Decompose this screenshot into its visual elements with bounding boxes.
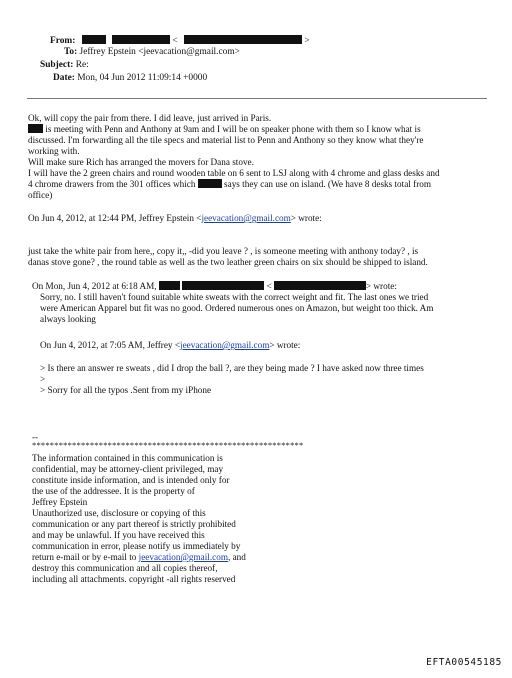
redaction-block (274, 281, 366, 290)
body-line: discussed. I'm forwarding all the tile specs and material list to Penn and Anthony so they know what they're (28, 135, 424, 145)
header-divider (27, 98, 487, 99)
quote-line: Sorry, no. I still haven't found suitable white sweats with the correct weight and fit. The last ones we tried (40, 292, 429, 302)
disclaimer-line: Jeffrey Epstein (32, 497, 88, 507)
body-line: 4 chrome drawers from the 301 offices which says they can use on island. (We have 8 desks total from (28, 179, 431, 189)
body-line: is meeting with Penn and Anthony at 9am and I will be on speaker phone with them so I know what is (28, 124, 421, 135)
redaction-block (184, 35, 302, 44)
document-id: EFTA00545185 (426, 657, 502, 668)
body-line: office) (28, 190, 53, 200)
redaction-block (112, 35, 170, 44)
subject-label: Subject: (40, 60, 74, 70)
body-line: Ok, will copy the pair from there. I did leave, just arrived in Paris. (28, 113, 272, 123)
to-row (64, 47, 240, 58)
email-link[interactable]: jeevacation@gmail.com (138, 552, 228, 562)
redaction-block (159, 281, 180, 290)
angle-bracket-open: < (172, 36, 178, 46)
disclaimer-line: communication in error, please notify us immediately by (32, 541, 241, 551)
quote-line: > (40, 374, 46, 384)
from-label: From: (50, 36, 76, 46)
quote-line: just take the white pair from here,, copy it,, -did you leave ? , is someone meeting with anthony today? , is (28, 246, 419, 256)
quote-intro: On Mon, Jun 4, 2012 at 6:18 AM, < > wrote: (32, 281, 397, 291)
quote-line: > Is there an answer re sweats , did I drop the ball ?, are they being made ? I have asked now three times (40, 363, 424, 373)
disclaimer-line: Unauthorized use, disclosure or copying of this (32, 508, 206, 518)
disclaimer-line: The information contained in this communication is (32, 453, 223, 463)
body-line: working with. (28, 146, 80, 156)
disclaimer-line: return e-mail or by e-mail to jeevacation@gmail.com, and (32, 552, 246, 562)
date-value: Mon, 04 Jun 2012 11:09:14 +0000 (77, 73, 208, 83)
quote-intro: On Jun 4, 2012, at 7:05 AM, Jeffrey <jeevacation@gmail.com> wrote: (40, 340, 301, 350)
disclaimer-line: including all attachments. copyright -all rights reserved (32, 574, 236, 584)
redaction-block (28, 124, 43, 133)
disclaimer-line: communication or any part thereof is strictly prohibited (32, 519, 236, 529)
date-label: Date: (53, 73, 75, 83)
from-row (50, 35, 310, 47)
disclaimer-line: constitute inside information, and is intended only for (32, 475, 230, 485)
signature-dashes: -- (32, 432, 39, 442)
signature-stars: ************************************************************* (32, 440, 304, 450)
subject-row (40, 60, 89, 71)
quote-line: always looking (40, 314, 96, 324)
disclaimer-line: confidential, may be attorney-client privileged, may (32, 464, 224, 474)
disclaimer-line: destroy this communication and all copies thereof, (32, 563, 218, 573)
angle-bracket-close: > (304, 36, 310, 46)
quote-intro: On Jun 4, 2012, at 12:44 PM, Jeffrey Epstein <jeevacation@gmail.com> wrote: (28, 213, 322, 223)
redaction-block (182, 281, 264, 290)
disclaimer-line: the use of the addressee. It is the property of (32, 486, 195, 496)
subject-value: Re: (75, 60, 89, 70)
to-value: Jeffrey Epstein <jeevacation@gmail.com> (79, 47, 240, 57)
quote-line: danas stove gone? , the round table as well as the two leather green chairs on six should be shipped to island. (28, 257, 428, 267)
quote-line: > Sorry for all the typos .Sent from my iPhone (40, 385, 212, 395)
quote-line: were American Apparel but fit was no good. Ordered numerous ones on Amazon, but weight too thick. Am (40, 303, 434, 313)
to-label: To: (64, 47, 78, 57)
email-link[interactable]: jeevacation@gmail.com (201, 213, 291, 223)
disclaimer-line: and may be unlawful. If you have received this (32, 530, 205, 540)
date-row (53, 73, 207, 84)
redaction-block (82, 35, 106, 44)
redaction-block (198, 179, 222, 188)
body-line: Will make sure Rich has arranged the movers for Dana stove. (28, 157, 254, 167)
body-line: I will have the 2 green chairs and round wooden table on 6 sent to LSJ along with 4 chrome and glass desks and (28, 168, 440, 178)
email-link[interactable]: jeevacation@gmail.com (180, 340, 270, 350)
